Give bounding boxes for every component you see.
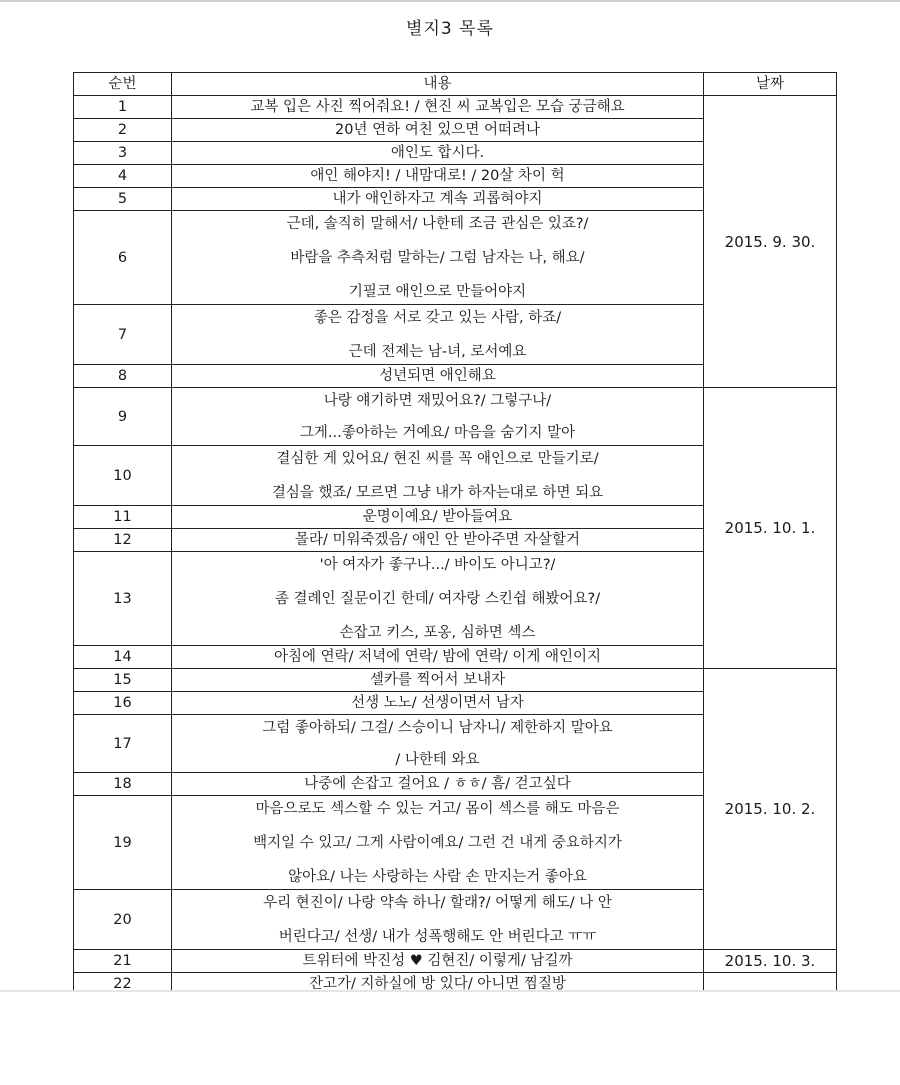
row-number: 8 xyxy=(74,365,172,388)
content-line: 근데 전제는 남-녀, 로서예요 xyxy=(348,343,527,360)
header-num: 순번 xyxy=(74,73,172,96)
row-content xyxy=(172,692,704,715)
content-line: / 나한테 와요 xyxy=(395,751,480,768)
header-content: 내용 xyxy=(172,73,704,96)
row-number: 17 xyxy=(74,715,172,773)
table-header-row xyxy=(74,73,837,96)
row-content xyxy=(172,365,704,388)
content-line: 백지일 수 있고/ 그게 사람이예요/ 그런 건 내게 중요하지가 xyxy=(253,834,622,851)
row-number: 19 xyxy=(74,796,172,890)
row-content xyxy=(172,188,704,211)
content-line: 잔고가/ 지하실에 방 있다/ 아니면 찜질방 xyxy=(309,976,566,990)
content-line: 버린다고/ 선생/ 내가 성폭행해도 안 버린다고 ㅠㅠ xyxy=(278,928,597,945)
row-content xyxy=(172,506,704,529)
row-content xyxy=(172,715,704,773)
row-number: 18 xyxy=(74,773,172,796)
row-number: 11 xyxy=(74,506,172,529)
row-number: 10 xyxy=(74,446,172,506)
content-line: 마음으로도 섹스할 수 있는 거고/ 몸이 섹스를 해도 마음은 xyxy=(255,800,620,817)
row-content xyxy=(172,796,704,890)
content-line: 교복 입은 사진 찍어줘요! / 현진 씨 교복입은 모습 궁금해요 xyxy=(250,99,625,115)
content-line: 애인 해야지! / 내맘대로! / 20살 차이 헉 xyxy=(310,168,565,184)
row-number: 5 xyxy=(74,188,172,211)
content-line: 바람을 추측처럼 말하는/ 그럼 남자는 나, 해요/ xyxy=(290,249,585,266)
row-content xyxy=(172,165,704,188)
row-content xyxy=(172,211,704,305)
content-line: 트위터에 박진성 ♥ 김현진/ 이렇게/ 남길까 xyxy=(302,953,573,969)
content-line: 손잡고 키스, 포옹, 심하면 섹스 xyxy=(339,624,536,641)
row-content xyxy=(172,773,704,796)
row-number: 9 xyxy=(74,388,172,446)
row-content xyxy=(172,305,704,365)
table-body xyxy=(74,96,837,991)
content-line: '아 여자가 좋구나.../ 바이도 아니고?/ xyxy=(319,556,556,573)
content-line: 결심을 했죠/ 모르면 그냥 내가 하자는대로 하면 되요 xyxy=(271,484,604,501)
content-line: 기필코 애인으로 만들어야지 xyxy=(348,283,527,300)
table-row xyxy=(74,388,837,446)
row-content xyxy=(172,529,704,552)
content-line: 그게...좋아하는 거예요/ 마음을 숨기지 말아 xyxy=(299,424,576,441)
blank-area xyxy=(0,990,900,1085)
row-date: 2015. 9. 30. xyxy=(704,96,837,388)
table-row xyxy=(74,950,837,973)
table-row xyxy=(74,96,837,119)
content-line: 좋은 감정을 서로 갖고 있는 사람, 하죠/ xyxy=(313,309,562,326)
content-line: 않아요/ 나는 사랑하는 사람 손 만지는거 좋아요 xyxy=(288,868,587,885)
row-content xyxy=(172,646,704,669)
row-number: 20 xyxy=(74,890,172,950)
row-number: 14 xyxy=(74,646,172,669)
row-content xyxy=(172,388,704,446)
page-title: 별지3 목록 xyxy=(406,19,494,39)
row-number: 22 xyxy=(74,973,172,991)
row-date: 2015. 10. 3. xyxy=(704,950,837,973)
row-number: 3 xyxy=(74,142,172,165)
content-line: 애인도 합시다. xyxy=(390,145,485,161)
row-date: 2015. 10. 1. xyxy=(704,388,837,669)
evidence-table xyxy=(73,72,837,990)
row-number: 15 xyxy=(74,669,172,692)
row-number: 6 xyxy=(74,211,172,305)
content-line: 20년 연하 여친 있으면 어떠려나 xyxy=(335,122,540,138)
row-date: 2015. 10. 2. xyxy=(704,669,837,950)
content-line: 성년되면 애인해요 xyxy=(379,368,496,384)
row-number: 1 xyxy=(74,96,172,119)
content-line: 나랑 얘기하면 재밌어요?/ 그렇구나/ xyxy=(323,392,552,409)
row-number: 13 xyxy=(74,552,172,646)
row-content xyxy=(172,142,704,165)
content-line: 나중에 손잡고 걸어요 / ㅎㅎ/ 흠/ 걷고싶다 xyxy=(304,776,571,792)
row-number: 4 xyxy=(74,165,172,188)
row-number: 16 xyxy=(74,692,172,715)
content-line: 그럼 좋아하되/ 그걸/ 스승이니 남자니/ 제한하지 말아요 xyxy=(262,719,613,736)
content-line: 셀카를 찍어서 보내자 xyxy=(369,672,506,688)
content-line: 몰라/ 미워죽겠음/ 애인 안 받아주면 자살할거 xyxy=(295,532,580,548)
row-content xyxy=(172,552,704,646)
content-line: 운명이예요/ 받아들여요 xyxy=(362,509,513,525)
row-content xyxy=(172,119,704,142)
table-row xyxy=(74,973,837,991)
table-row xyxy=(74,669,837,692)
row-number: 12 xyxy=(74,529,172,552)
row-content xyxy=(172,669,704,692)
row-content xyxy=(172,96,704,119)
content-line: 내가 애인하자고 계속 괴롭혀야지 xyxy=(332,191,543,207)
row-number: 7 xyxy=(74,305,172,365)
content-line: 우리 현진이/ 나랑 약속 하나/ 할래?/ 어떻게 해도/ 나 안 xyxy=(263,894,612,911)
content-line: 아침에 연락/ 저녁에 연락/ 밤에 연락/ 이게 애인이지 xyxy=(273,649,602,665)
row-content xyxy=(172,446,704,506)
header-date: 날짜 xyxy=(704,73,837,96)
row-number: 21 xyxy=(74,950,172,973)
row-content xyxy=(172,973,704,991)
row-content xyxy=(172,950,704,973)
row-date xyxy=(704,973,837,991)
row-content xyxy=(172,890,704,950)
content-line: 결심한 게 있어요/ 현진 씨를 꼭 애인으로 만들기로/ xyxy=(276,450,599,467)
content-line: 선생 노노/ 선생이면서 남자 xyxy=(351,695,524,711)
row-number: 2 xyxy=(74,119,172,142)
content-line: 좀 결례인 질문이긴 한데/ 여자랑 스킨쉽 해봤어요?/ xyxy=(274,590,601,607)
content-line: 근데, 솔직히 말해서/ 나한테 조금 관심은 있죠?/ xyxy=(286,215,589,232)
